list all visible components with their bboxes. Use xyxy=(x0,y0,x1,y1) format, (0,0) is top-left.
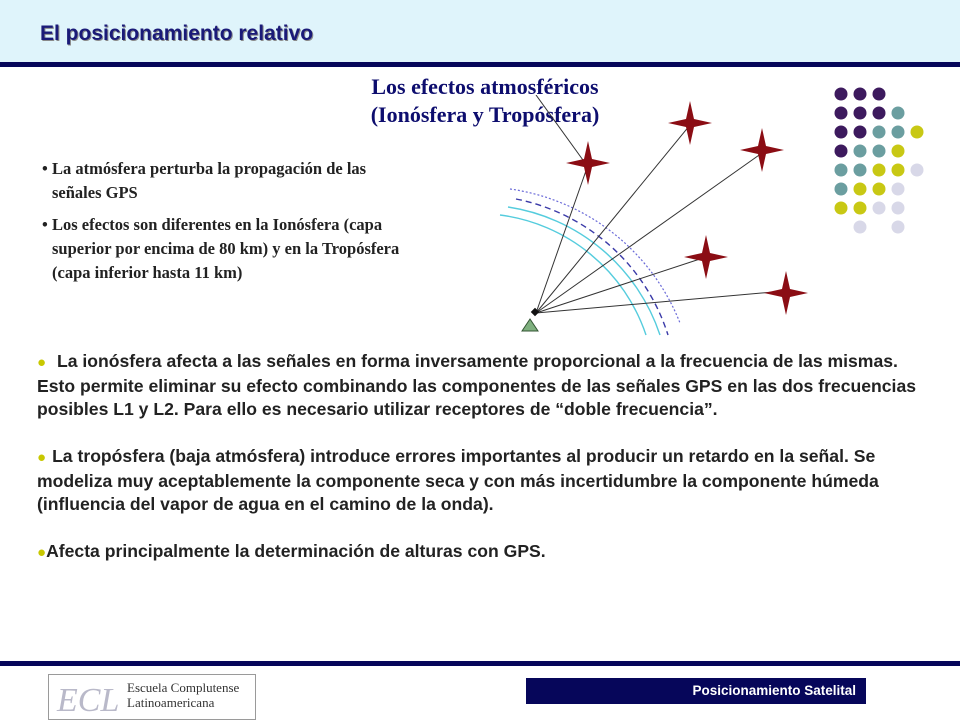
logo-mark-text: ECL xyxy=(57,682,119,717)
intro-bullet xyxy=(42,157,417,205)
bullet-icon: • xyxy=(42,159,48,178)
bullet-icon: ● xyxy=(37,354,47,371)
bullet-icon: ● xyxy=(37,449,47,466)
footer-badge: Posicionamiento Satelital xyxy=(526,678,866,704)
dot-row xyxy=(835,183,905,196)
atmosphere-diagram xyxy=(470,95,810,340)
intro-bullet-text: La atmósfera perturba la propagación de las señales GPS xyxy=(52,159,367,202)
satellite-icon xyxy=(668,101,712,145)
main-point xyxy=(37,350,927,422)
school-logo xyxy=(48,674,256,720)
footer-divider xyxy=(0,661,960,666)
signal-ray xyxy=(536,257,706,313)
troposphere-inner-arc xyxy=(500,215,646,335)
antenna-icon xyxy=(531,308,539,316)
intro-bullet-list xyxy=(42,157,417,293)
decorative-dot-grid xyxy=(826,86,936,238)
main-point xyxy=(37,445,927,517)
dot-row xyxy=(835,88,886,101)
signal-ray xyxy=(536,153,762,313)
satellite-icon xyxy=(764,271,808,315)
main-points xyxy=(37,350,927,588)
bullet-icon: ● xyxy=(37,544,47,561)
logo-emblem xyxy=(53,677,119,717)
dot-row xyxy=(835,164,924,177)
main-point xyxy=(37,540,927,565)
slide-title: El posicionamiento relativo xyxy=(40,22,314,45)
main-point-text: Afecta principalmente la determinación de alturas con GPS. xyxy=(46,541,546,561)
satellite-icon xyxy=(566,141,610,185)
signal-ray xyxy=(536,95,588,167)
main-point-text: La tropósfera (baja atmósfera) introduce errores importantes al producir un retardo en la señal. Se modeliza muy aceptablemente la componente seca y con más incertidumbre la componente húmeda (influencia del vapor de agua en el camino de la onda). xyxy=(37,446,879,514)
signal-ray xyxy=(536,291,784,313)
dot-row xyxy=(835,126,924,139)
main-point-text: La ionósfera afecta a las señales en forma inversamente proporcional a la frecuencia de las mismas. Esto permite eliminar su efecto combinando las componentes de las señales GPS en las dos frecuencias posibles L1 y L2. Para ello es necesario utilizar receptores de “doble frecuencia”. xyxy=(37,351,917,419)
subtitle-line-2: (Ionósfera y Tropósfera) xyxy=(370,102,600,127)
receiver-icon xyxy=(522,319,538,331)
dot-row xyxy=(835,202,905,215)
ionosphere-inner-arc xyxy=(516,199,668,335)
satellite-icon xyxy=(740,128,784,172)
dot-row xyxy=(835,107,905,120)
signal-ray xyxy=(536,165,588,313)
signal-ray xyxy=(536,125,690,313)
bullet-icon: • xyxy=(42,215,48,234)
subtitle-line-1: Los efectos atmosféricos xyxy=(371,74,599,99)
logo-text xyxy=(127,680,239,710)
header-divider xyxy=(0,62,960,67)
dot-row xyxy=(835,145,905,158)
logo-line-2: Latinoamericana xyxy=(127,695,215,710)
dot-row xyxy=(854,221,905,234)
intro-bullet xyxy=(42,213,417,285)
logo-line-1: Escuela Complutense xyxy=(127,680,240,695)
intro-bullet-text: Los efectos son diferentes en la Ionósfera (capa superior por encima de 80 km) y en la Tropósfera (capa inferior hasta 11 km) xyxy=(52,215,400,282)
satellite-icon xyxy=(684,235,728,279)
